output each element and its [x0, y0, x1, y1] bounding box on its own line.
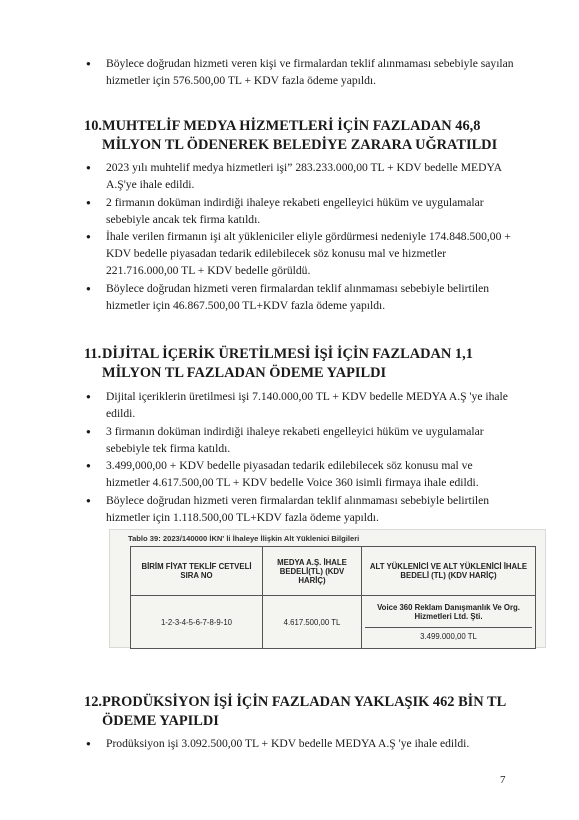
- section-12-bullets: [84, 735, 514, 753]
- table-cell-alt-amount: 3.499.000,00 TL: [365, 627, 532, 641]
- section-11-bullet-3: ● 3.499,000,00 + KDV bedelle piyasadan tedarik edilebilecek söz konusu mal ve hizmetler 4.617.500,00 TL + KDV bedelle Voice 360 isimli firmaya ihale edildi.: [84, 457, 514, 491]
- table-cell-alt: [362, 596, 536, 649]
- section-11-bullet-1: ● Dijital içeriklerin üretilmesi işi 7.140.000,00 TL + KDV bedelle MEDYA A.Ş 'ye ihale edildi.: [84, 388, 514, 422]
- page-number: 7: [500, 774, 506, 786]
- section-12-heading: [84, 693, 524, 731]
- section-11-number: 11.: [84, 346, 102, 362]
- table-cell-alt-name: Voice 360 Reklam Danışmanlık Ve Org. Hizmetleri Ltd. Şti.: [377, 603, 520, 621]
- intro-bullet: ● Böylece doğrudan hizmeti veren kişi ve firmalardan teklif alınmaması sebebiyle sayılan hizmetler için 576.500,00 TL + KDV fazla ödeme yapıldı.: [84, 55, 514, 89]
- table-caption: Tablo 39: 2023/140000 İKN' li İhaleye İlişkin Alt Yüklenici Bilgileri: [128, 534, 360, 543]
- section-11-bullets: [84, 388, 514, 526]
- table-header-alt: ALT YÜKLENİCİ VE ALT YÜKLENİCİ İHALE BEDELİ (TL) (KDV HARİÇ): [362, 547, 536, 596]
- subcontractor-table-image: [109, 529, 546, 648]
- section-11-bullet-4: ● Böylece doğrudan hizmeti veren firmalardan teklif alınmaması sebebiyle belirtilen hizmetler için 1.118.500,00 TL+KDV fazla ödeme yapıldı.: [84, 492, 514, 526]
- table-cell-medya: 4.617.500,00 TL: [263, 596, 362, 649]
- section-11-bullet-2: ● 3 firmanın doküman indirdiği ihaleye rekabeti engelleyici hüküm ve uygulamalar sebebiyle tek firma katıldı.: [84, 423, 514, 457]
- intro-bullet-list: [84, 55, 514, 90]
- section-10-number: 10.: [84, 118, 102, 134]
- table-header-sira: BİRİM FİYAT TEKLİF CETVELİ SIRA NO: [131, 547, 263, 596]
- section-10-title-line1: MUHTELİF MEDYA HİZMETLERİ İÇİN FAZLADAN 46,8: [102, 118, 481, 134]
- section-12-number: 12.: [84, 694, 102, 710]
- section-12-bullet-1: ● Prodüksiyon işi 3.092.500,00 TL + KDV bedelle MEDYA A.Ş 'ye ihale edildi.: [84, 735, 514, 752]
- section-10-bullet-4: ● Böylece doğrudan hizmeti veren firmalardan teklif alınmaması sebebiyle belirtilen hizmetler için 46.867.500,00 TL+KDV fazla ödeme yapıldı.: [84, 280, 514, 314]
- section-10-bullet-3: ● İhale verilen firmanın işi alt yükleniciler eliyle gördürmesi nedeniyle 174.848.500,00 + KDV bedelle piyasadan tedarik edilebilecek söz konusu mal ve hizmetler 221.716.000,00 TL + KDV bedelle görüldü.: [84, 228, 514, 279]
- section-11-title-line2: MİLYON TL FAZLADAN ÖDEME YAPILDI: [102, 365, 387, 381]
- table-cell-sira: 1-2-3-4-5-6-7-8-9-10: [131, 596, 263, 649]
- section-11-heading: [84, 345, 524, 383]
- section-10-heading: [84, 117, 524, 155]
- section-10-bullet-2: ● 2 firmanın doküman indirdiği ihaleye rekabeti engelleyici hüküm ve uygulamalar sebebiyle ancak tek firma katıldı.: [84, 194, 514, 228]
- section-12-title-line1: PRODÜKSİYON İŞİ İÇİN FAZLADAN YAKLAŞIK 462 BİN TL: [102, 694, 507, 710]
- section-10-bullet-1: ● 2023 yılı muhtelif medya hizmetleri işi” 283.233.000,00 TL + KDV bedelle MEDYA A.Ş'ye ihale edildi.: [84, 159, 514, 193]
- table-row: [131, 596, 536, 649]
- section-12-title-line2: ÖDEME YAPILDI: [102, 713, 219, 729]
- table-header-medya: MEDYA A.Ş. İHALE BEDELİ(TL) (KDV HARİÇ): [263, 547, 362, 596]
- section-10-title-line2: MİLYON TL ÖDENEREK BELEDİYE ZARARA UĞRATILDI: [102, 137, 498, 153]
- section-10-bullets: [84, 159, 514, 314]
- table-header-row: [131, 547, 536, 596]
- subcontractor-table: [130, 546, 536, 649]
- section-11-title-line1: DİJİTAL İÇERİK ÜRETİLMESİ İŞİ İÇİN FAZLADAN 1,1: [102, 346, 473, 362]
